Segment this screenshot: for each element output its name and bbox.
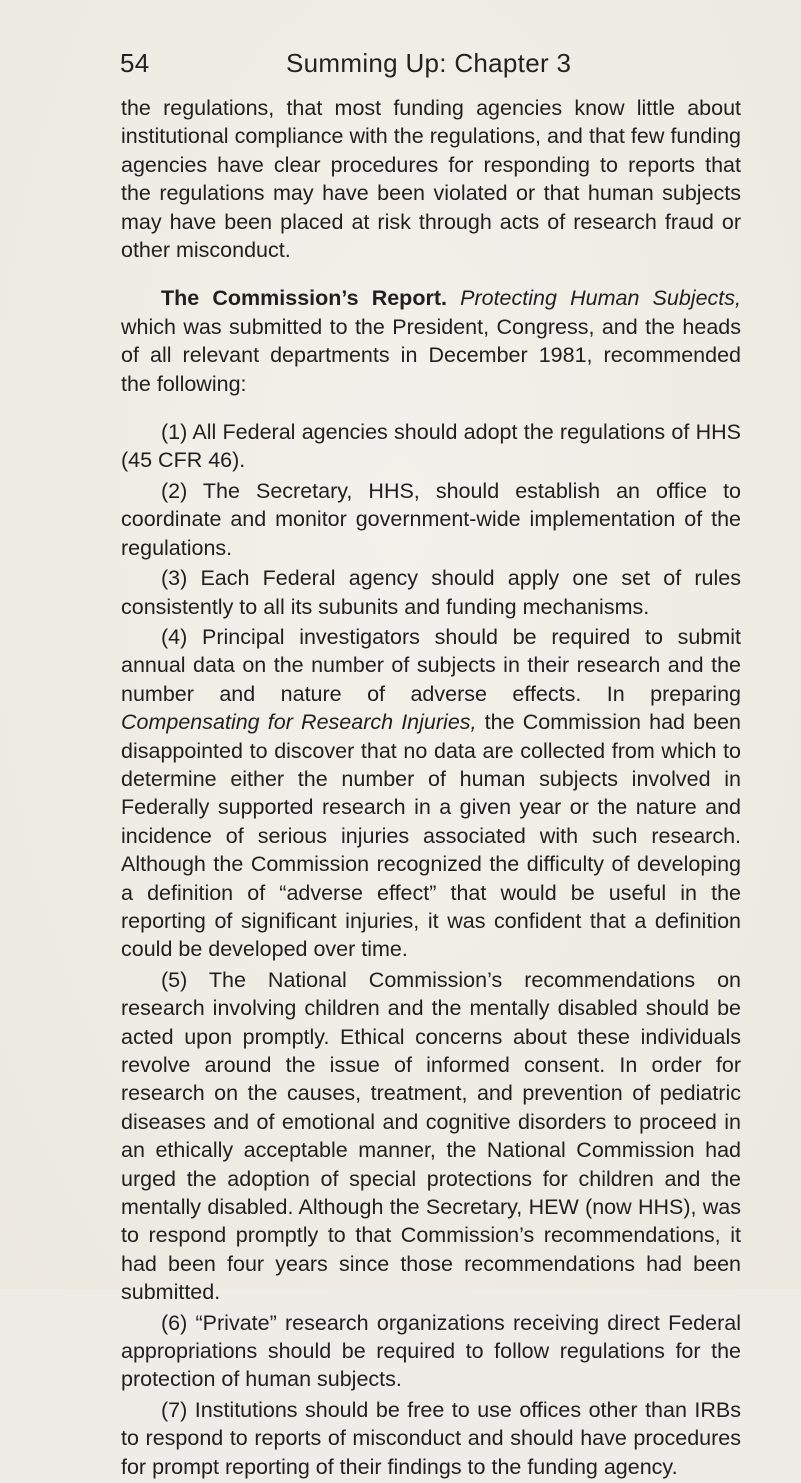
recommendation-1: (1) All Federal agencies should adopt the regulations of HHS (45 CFR 46).	[121, 420, 741, 473]
recommendation-2: (2) The Secretary, HHS, should establish an office to coordinate and monitor government-wide implementation of the regulations.	[121, 478, 741, 560]
recommendation-4-text-after: the Commission had been disappointed to discover that no data are collected from which to determine either the number of human subjects involved in Federally supported research in a given year or the nature and incidence of serious injuries associated with such research. Although the Commission recognized the difficulty of developing a definition of “adverse effect” that would be useful in the reporting of significant injuries, it was confident that a definition could be developed over time.	[121, 710, 742, 962]
report-paragraph	[121, 284, 741, 398]
recommendation-7: (7) Institutions should be free to use offices other than IRBs to respond to reports of misconduct and should have procedures for prompt reporting of their findings to the funding agency.	[121, 1397, 741, 1479]
recommendation-4-cited-title: Compensating for Research Injuries,	[121, 710, 477, 735]
recommendation-3: (3) Each Federal agency should apply one set of rules consistently to all its subunits and funding mechanisms.	[121, 566, 741, 619]
report-lead: The Commission’s Report.	[161, 286, 447, 311]
running-title: Summing Up: Chapter 3	[286, 48, 572, 78]
recommendation-4-text-before: (4) Principal investigators should be required to submit annual data on the number of subjects in their research and the number and nature of adverse effects. In preparing	[121, 624, 741, 706]
report-title: Protecting Human Subjects,	[460, 286, 741, 311]
running-head	[120, 48, 740, 88]
report-text: which was submitted to the President, Congress, and the heads of all relevant departments in December 1981, recommended the following:	[121, 314, 741, 396]
body-text	[121, 94, 741, 1483]
recommendation-6: (6) “Private” research organizations receiving direct Federal appropriations should be required to follow regulations for the protection of human subjects.	[121, 1310, 741, 1392]
recommendation-4	[121, 623, 741, 964]
page-number: 54	[120, 48, 150, 78]
recommendation-5: (5) The National Commission’s recommendations on research involving children and the mentally disabled should be acted upon promptly. Ethical concerns about these individuals revolve around the issue of informed consent. In order for research on the causes, treatment, and prevention of pediatric diseases and of emotional and cognitive disorders to proceed in an ethically acceptable manner, the National Commission had urged the adoption of special protections for children and the mentally disabled. Although the Secretary, HEW (now HHS), was to respond promptly to that Commission’s recommendations, it had been four years since those recommendations had been submitted.	[121, 967, 741, 1305]
intro-paragraph: the regulations, that most funding agencies know little about institutional compliance with the regulations, and that few funding agencies have clear procedures for responding to reports that the regulations may have been violated or that human subjects may have been placed at risk through acts of research fraud or other misconduct.	[121, 96, 741, 263]
